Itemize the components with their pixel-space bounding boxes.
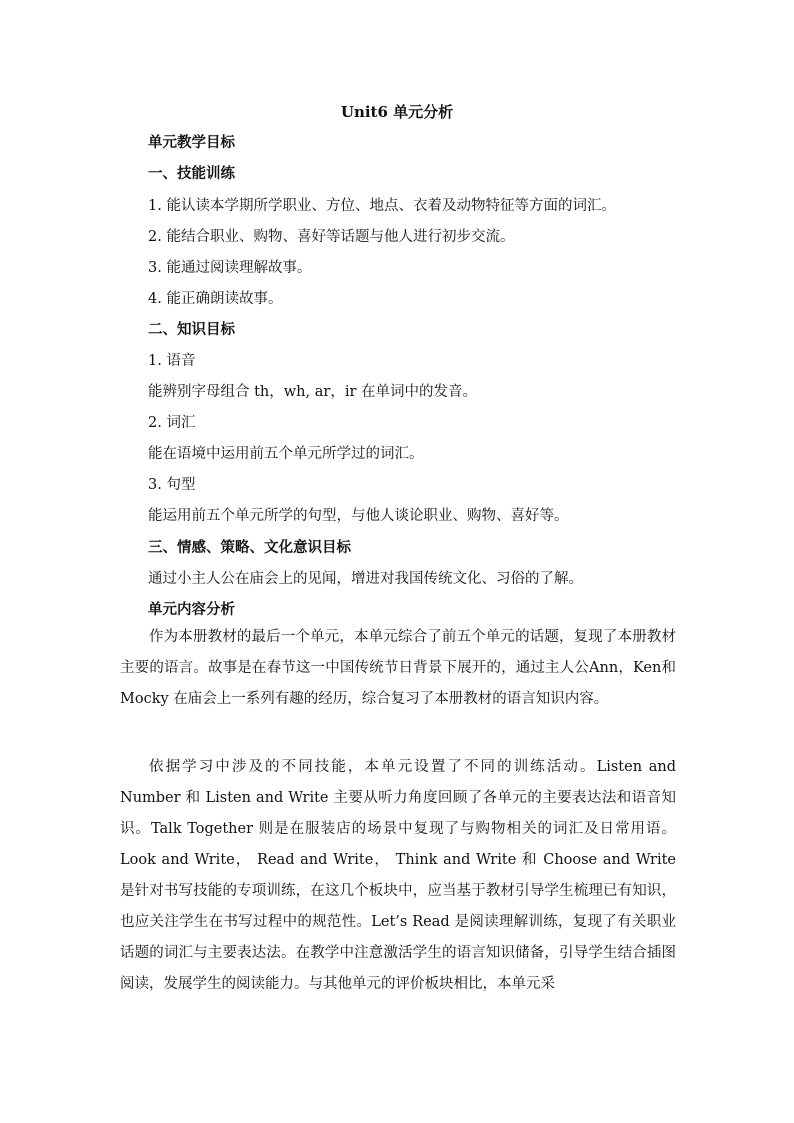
analysis-paragraph-2: 依据学习中涉及的不同技能，本单元设置了不同的训练活动。Listen and Number 和 Listen and Write 主要从听力角度回顾了各单元的主要表达法和语音知识。Talk Together 则是在服装店的场景中复现了与购物相关的词汇及日常用语。Look and Write， Read and Write， Think and Write 和 Choose and Write 是针对书写技能的专项训练，在这几个板块中，应当基于教材引导学生梳理已有知识，也应关注学生在书写过程中的规范性。Let’s Read 是阅读理解训练，复现了有关职业话题的词汇与主要表达法。在教学中注意激活学生的语言知识储备，引导学生结合插图阅读，发展学生的阅读能力。与其他单元的评价板块相比，本单元采	[120, 759, 676, 992]
knowledge-sentence-text: 能运用前五个单元所学的句型，与他人谈论职业、购物、喜好等。	[148, 508, 569, 524]
skill-item: 4. 能正确朗读故事。	[148, 291, 283, 307]
skill-item: 2. 能结合职业、购物、喜好等话题与他人进行初步交流。	[148, 229, 515, 245]
knowledge-phonics-text: 能辨别字母组合 th，wh, ar，ir 在单词中的发音。	[148, 384, 477, 400]
knowledge-vocab-heading: 2. 词汇	[148, 415, 196, 431]
subheading-knowledge: 二、知识目标	[148, 321, 235, 338]
knowledge-sentence-heading: 3. 句型	[148, 477, 196, 493]
analysis-paragraph-1: 作为本册教材的最后一个单元，本单元综合了前五个单元的话题，复现了本册教材主要的语言。故事是在春节这一中国传统节日背景下展开的，通过主人公Ann，Ken和 Mocky 在庙会上一系列有趣的经历，综合复习了本册教材的语言知识内容。	[120, 629, 676, 707]
knowledge-vocab-text: 能在语境中运用前五个单元所学过的词汇。	[148, 446, 424, 462]
subheading-skills: 一、技能训练	[148, 165, 235, 182]
section-heading-content-analysis: 单元内容分析	[148, 601, 235, 618]
knowledge-phonics-heading: 1. 语音	[148, 353, 196, 369]
culture-text: 通过小主人公在庙会上的见闻，增进对我国传统文化、习俗的了解。	[148, 571, 583, 587]
subheading-culture: 三、情感、策略、文化意识目标	[148, 539, 351, 556]
section-heading-teaching-goals: 单元教学目标	[148, 134, 235, 151]
skill-item: 3. 能通过阅读理解故事。	[148, 260, 312, 276]
skill-item: 1. 能认读本学期所学职业、方位、地点、衣着及动物特征等方面的词汇。	[148, 198, 616, 214]
document-title: Unit6 单元分析	[340, 103, 454, 121]
